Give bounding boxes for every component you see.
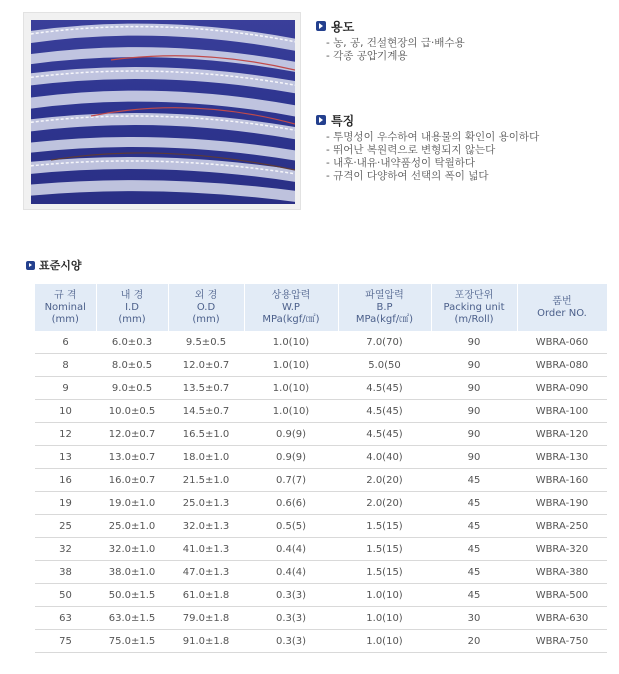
cell-working-pressure: 1.0(10) — [244, 354, 338, 377]
header-od — [168, 284, 244, 331]
cell-nominal: 25 — [35, 515, 96, 538]
cell-nominal: 38 — [35, 561, 96, 584]
spec-header-row — [35, 284, 607, 331]
cell-id: 32.0±1.0 — [96, 538, 168, 561]
cell-nominal: 10 — [35, 400, 96, 423]
features-item: - 규격이 다양하여 선택의 폭이 넓다 — [326, 170, 539, 183]
header-line: (mm) — [51, 313, 79, 325]
cell-burst-pressure: 4.0(40) — [338, 446, 431, 469]
table-row — [35, 446, 607, 469]
cell-working-pressure: 0.9(9) — [244, 423, 338, 446]
cell-od: 47.0±1.3 — [168, 561, 244, 584]
bullet-arrow-icon — [316, 21, 326, 31]
cell-order-no: WBRA-130 — [517, 446, 607, 469]
hose-coil-illustration — [31, 20, 295, 204]
header-line: 파열압력 — [365, 289, 404, 301]
cell-packing-unit: 45 — [431, 584, 517, 607]
cell-order-no: WBRA-090 — [517, 377, 607, 400]
header-line: O.D — [196, 301, 216, 313]
cell-nominal: 16 — [35, 469, 96, 492]
cell-order-no: WBRA-080 — [517, 354, 607, 377]
table-row — [35, 630, 607, 653]
features-item: - 투명성이 우수하여 내용물의 확인이 용이하다 — [326, 131, 539, 144]
cell-nominal: 12 — [35, 423, 96, 446]
header-line: 외 경 — [194, 289, 218, 301]
cell-id: 75.0±1.5 — [96, 630, 168, 653]
cell-packing-unit: 45 — [431, 515, 517, 538]
cell-nominal: 9 — [35, 377, 96, 400]
header-line: MPa(kgf/㎠) — [262, 313, 320, 325]
cell-working-pressure: 1.0(10) — [244, 400, 338, 423]
spec-title: 표준시양 — [39, 259, 82, 272]
header-nominal — [35, 284, 96, 331]
cell-od: 12.0±0.7 — [168, 354, 244, 377]
cell-id: 63.0±1.5 — [96, 607, 168, 630]
features-item: - 내후·내유·내약품성이 탁월하다 — [326, 157, 539, 170]
cell-nominal: 63 — [35, 607, 96, 630]
cell-packing-unit: 30 — [431, 607, 517, 630]
cell-working-pressure: 0.4(4) — [244, 561, 338, 584]
header-line: 포장단위 — [454, 289, 494, 301]
table-row — [35, 561, 607, 584]
cell-packing-unit: 90 — [431, 446, 517, 469]
square-bullet-icon — [26, 261, 35, 270]
bullet-arrow-icon — [316, 115, 326, 125]
product-photo — [31, 20, 295, 204]
table-row — [35, 331, 607, 354]
cell-od: 61.0±1.8 — [168, 584, 244, 607]
cell-nominal: 6 — [35, 331, 96, 354]
cell-packing-unit: 45 — [431, 469, 517, 492]
header-line: 규 격 — [54, 289, 77, 301]
cell-burst-pressure: 5.0(50 — [338, 354, 431, 377]
features-section — [316, 112, 539, 183]
cell-od: 18.0±1.0 — [168, 446, 244, 469]
spec-table — [35, 284, 608, 653]
cell-order-no: WBRA-100 — [517, 400, 607, 423]
cell-order-no: WBRA-500 — [517, 584, 607, 607]
cell-id: 13.0±0.7 — [96, 446, 168, 469]
cell-id: 38.0±1.0 — [96, 561, 168, 584]
table-row — [35, 492, 607, 515]
header-line: W.P — [282, 301, 300, 313]
cell-packing-unit: 90 — [431, 331, 517, 354]
features-list — [326, 131, 539, 183]
cell-packing-unit: 90 — [431, 400, 517, 423]
usage-item: - 농, 공, 건설현장의 급·배수용 — [326, 37, 465, 50]
cell-burst-pressure: 4.5(45) — [338, 423, 431, 446]
cell-working-pressure: 1.0(10) — [244, 377, 338, 400]
header-id — [96, 284, 168, 331]
cell-od: 9.5±0.5 — [168, 331, 244, 354]
usage-section — [316, 18, 465, 63]
table-row — [35, 469, 607, 492]
cell-order-no: WBRA-320 — [517, 538, 607, 561]
table-row — [35, 607, 607, 630]
cell-od: 41.0±1.3 — [168, 538, 244, 561]
cell-packing-unit: 45 — [431, 561, 517, 584]
header-line: (m/Roll) — [454, 313, 494, 325]
cell-working-pressure: 0.4(4) — [244, 538, 338, 561]
header-line: (mm) — [118, 313, 146, 325]
cell-order-no: WBRA-380 — [517, 561, 607, 584]
cell-burst-pressure: 1.5(15) — [338, 515, 431, 538]
cell-id: 6.0±0.3 — [96, 331, 168, 354]
header-line: B.P — [376, 301, 393, 313]
header-order-no — [517, 284, 607, 331]
cell-burst-pressure: 1.5(15) — [338, 538, 431, 561]
cell-burst-pressure: 1.0(10) — [338, 630, 431, 653]
cell-nominal: 13 — [35, 446, 96, 469]
cell-order-no: WBRA-250 — [517, 515, 607, 538]
cell-order-no: WBRA-160 — [517, 469, 607, 492]
cell-order-no: WBRA-750 — [517, 630, 607, 653]
header-line: Packing unit — [443, 301, 505, 313]
table-row — [35, 354, 607, 377]
header-line: 내 경 — [120, 289, 144, 301]
table-row — [35, 400, 607, 423]
cell-id: 19.0±1.0 — [96, 492, 168, 515]
usage-item: - 각종 공압기계용 — [326, 50, 465, 63]
cell-id: 8.0±0.5 — [96, 354, 168, 377]
usage-heading — [316, 18, 465, 34]
cell-order-no: WBRA-060 — [517, 331, 607, 354]
cell-burst-pressure: 7.0(70) — [338, 331, 431, 354]
cell-working-pressure: 1.0(10) — [244, 331, 338, 354]
cell-packing-unit: 45 — [431, 492, 517, 515]
header-line: Order NO. — [537, 307, 587, 319]
usage-list — [326, 37, 465, 63]
table-row — [35, 423, 607, 446]
features-heading — [316, 112, 539, 128]
cell-packing-unit: 45 — [431, 538, 517, 561]
cell-working-pressure: 0.7(7) — [244, 469, 338, 492]
cell-nominal: 32 — [35, 538, 96, 561]
spec-heading — [26, 257, 82, 273]
cell-working-pressure: 0.3(3) — [244, 630, 338, 653]
cell-id: 10.0±0.5 — [96, 400, 168, 423]
cell-od: 14.5±0.7 — [168, 400, 244, 423]
header-line: MPa(kgf/㎠) — [355, 313, 414, 325]
table-row — [35, 515, 607, 538]
header-packing-unit — [431, 284, 517, 331]
header-working-pressure — [244, 284, 338, 331]
table-row — [35, 584, 607, 607]
cell-burst-pressure: 1.0(10) — [338, 607, 431, 630]
cell-order-no: WBRA-190 — [517, 492, 607, 515]
cell-id: 12.0±0.7 — [96, 423, 168, 446]
cell-nominal: 75 — [35, 630, 96, 653]
cell-packing-unit: 90 — [431, 423, 517, 446]
table-row — [35, 377, 607, 400]
cell-nominal: 50 — [35, 584, 96, 607]
cell-working-pressure: 0.5(5) — [244, 515, 338, 538]
cell-burst-pressure: 4.5(45) — [338, 377, 431, 400]
cell-id: 9.0±0.5 — [96, 377, 168, 400]
table-row — [35, 538, 607, 561]
cell-od: 16.5±1.0 — [168, 423, 244, 446]
header-line: 품번 — [552, 295, 572, 307]
cell-burst-pressure: 4.5(45) — [338, 400, 431, 423]
usage-title: 용도 — [331, 19, 355, 34]
cell-working-pressure: 0.6(6) — [244, 492, 338, 515]
cell-nominal: 8 — [35, 354, 96, 377]
header-line: I.D — [125, 301, 139, 313]
header-line: 상용압력 — [271, 289, 311, 301]
cell-od: 21.5±1.0 — [168, 469, 244, 492]
cell-packing-unit: 90 — [431, 354, 517, 377]
cell-working-pressure: 0.3(3) — [244, 607, 338, 630]
cell-burst-pressure: 1.0(10) — [338, 584, 431, 607]
cell-id: 25.0±1.0 — [96, 515, 168, 538]
cell-working-pressure: 0.3(3) — [244, 584, 338, 607]
cell-od: 13.5±0.7 — [168, 377, 244, 400]
cell-od: 79.0±1.8 — [168, 607, 244, 630]
header-burst-pressure — [338, 284, 431, 331]
cell-burst-pressure: 1.5(15) — [338, 561, 431, 584]
cell-od: 25.0±1.3 — [168, 492, 244, 515]
cell-nominal: 19 — [35, 492, 96, 515]
header-line: Nominal — [44, 301, 86, 313]
spec-table-body — [35, 331, 607, 653]
cell-burst-pressure: 2.0(20) — [338, 469, 431, 492]
cell-id: 50.0±1.5 — [96, 584, 168, 607]
header-line: (mm) — [192, 313, 220, 325]
cell-packing-unit: 20 — [431, 630, 517, 653]
features-item: - 뛰어난 복원력으로 변형되지 않는다 — [326, 144, 539, 157]
features-title: 특징 — [331, 113, 355, 128]
cell-packing-unit: 90 — [431, 377, 517, 400]
product-photo-frame — [23, 12, 301, 210]
cell-id: 16.0±0.7 — [96, 469, 168, 492]
cell-order-no: WBRA-120 — [517, 423, 607, 446]
cell-burst-pressure: 2.0(20) — [338, 492, 431, 515]
cell-order-no: WBRA-630 — [517, 607, 607, 630]
cell-working-pressure: 0.9(9) — [244, 446, 338, 469]
cell-od: 32.0±1.3 — [168, 515, 244, 538]
cell-od: 91.0±1.8 — [168, 630, 244, 653]
